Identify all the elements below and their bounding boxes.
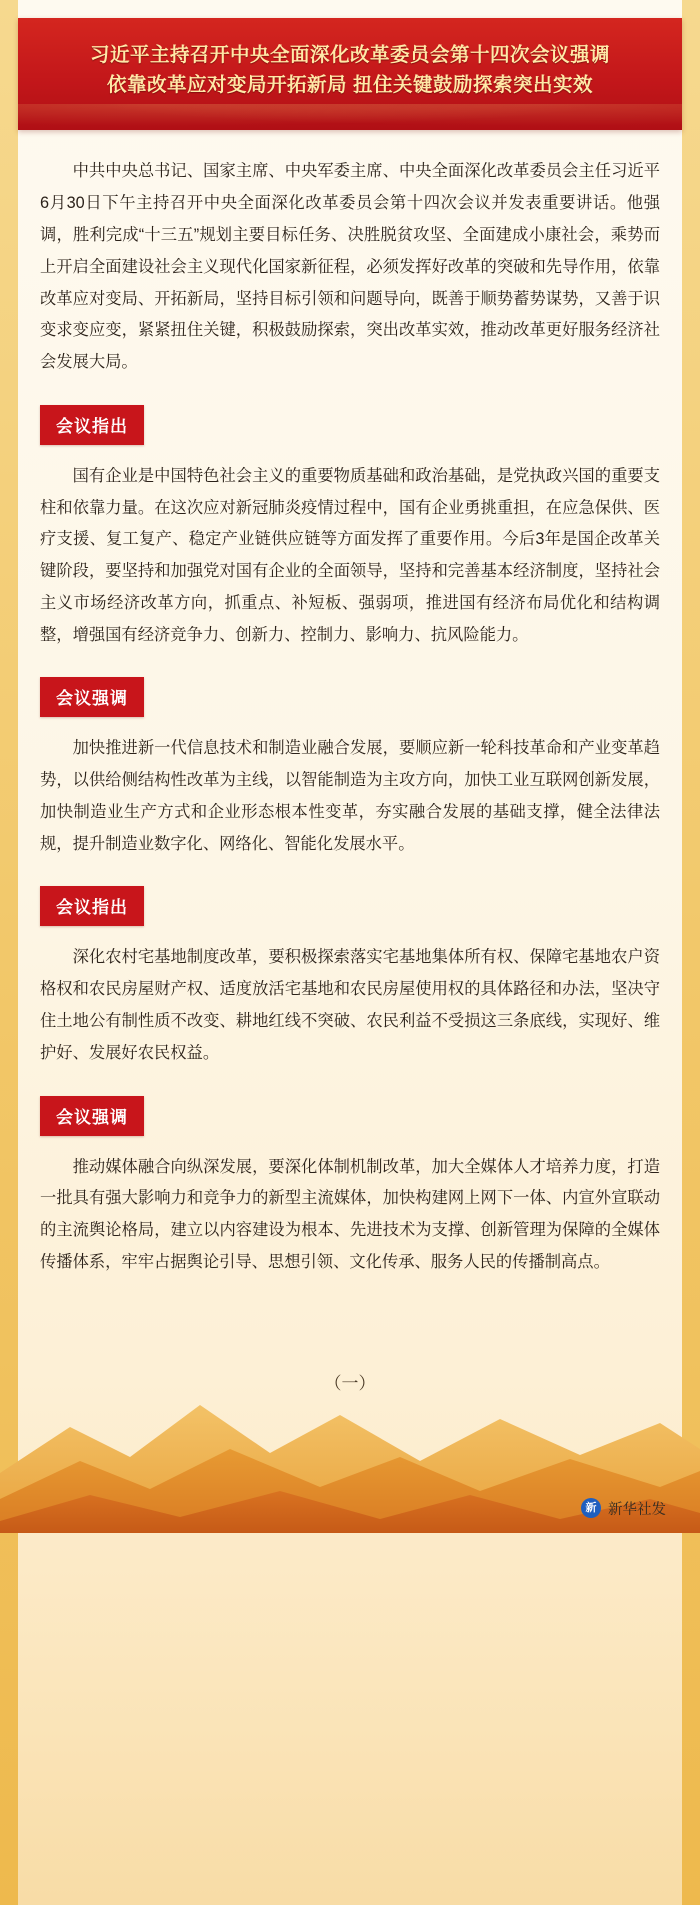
- section-2-body: 加快推进新一代信息技术和制造业融合发展，要顺应新一轮科技革命和产业变革趋势，以供给侧结构性改革为主线，以智能制造为主攻方向，加快工业互联网创新发展，加快制造业生产方式和企业形态根本性变革，夯实融合发展的基础支撑，健全法律法规，提升制造业数字化、网络化、智能化发展水平。: [40, 739, 660, 853]
- section-1-tag-bar: [40, 405, 660, 445]
- section-1-tag: 会议指出: [40, 405, 144, 445]
- section-1: [40, 405, 660, 652]
- section-2: [40, 677, 660, 860]
- footer: [18, 1323, 682, 1533]
- section-3: [40, 886, 660, 1069]
- section-4: [40, 1096, 660, 1279]
- credit: [581, 1498, 666, 1519]
- section-4-tag-bar: [40, 1096, 660, 1136]
- xinhua-logo-icon: 新: [581, 1498, 601, 1518]
- page-number: （一）: [324, 1373, 376, 1393]
- section-3-body: 深化农村宅基地制度改革，要积极探索落实宅基地集体所有权、保障宅基地农户资格权和农民房屋财产权、适度放活宅基地和农民房屋使用权的具体路径和办法，坚决守住土地公有制性质不改变、耕地红线不突破、农民利益不受损这三条底线，实现好、维护好、发展好农民权益。: [40, 948, 660, 1062]
- section-2-tag-bar: [40, 677, 660, 717]
- section-4-tag: 会议强调: [40, 1096, 144, 1136]
- section-3-tag-bar: [40, 886, 660, 926]
- section-1-body: 国有企业是中国特色社会主义的重要物质基础和政治基础，是党执政兴国的重要支柱和依靠力量。在这次应对新冠肺炎疫情过程中，国有企业勇挑重担，在应急保供、医疗支援、复工复产、稳定产业链供应链等方面发挥了重要作用。今后3年是国企改革关键阶段，要坚持和加强党对国有企业的全面领导，坚持和完善基本经济制度，坚持社会主义市场经济改革方向，抓重点、补短板、强弱项，推进国有经济布局优化和结构调整，增强国有经济竞争力、创新力、控制力、影响力、抗风险能力。: [40, 466, 660, 644]
- section-2-tag: 会议强调: [40, 677, 144, 717]
- section-3-tag: 会议指出: [40, 886, 144, 926]
- headline-line-2: 依靠改革应对变局开拓新局 扭住关键鼓励探索突出实效: [107, 74, 593, 97]
- lead-paragraph: 中共中央总书记、国家主席、中央军委主席、中央全面深化改革委员会主任习近平6月30日下午主持召开中央全面深化改革委员会第十四次会议并发表重要讲话。他强调，胜利完成“十三五”规划主要目标任务、决胜脱贫攻坚、全面建成小康社会，乘势而上开启全面建设社会主义现代化国家新征程，必须发挥好改革的突破和先导作用，依靠改革应对变局、开拓新局，坚持目标引领和问题导向，既善于顺势蓄势谋势，又善于识变求变应变，紧紧扭住关键，积极鼓励探索，突出改革实效，推动改革更好服务经济社会发展大局。: [40, 162, 660, 372]
- credit-text: 新华社发: [608, 1501, 666, 1518]
- headline-line-1: 习近平主持召开中央全面深化改革委员会第十四次会议强调: [89, 44, 610, 66]
- headline-banner: [18, 18, 682, 130]
- section-4-body: 推动媒体融合向纵深发展，要深化体制机制改革，加大全媒体人才培养力度，打造一批具有强大影响力和竞争力的新型主流媒体，加快构建网上网下一体、内宣外宣联动的主流舆论格局，建立以内容建设为根本、先进技术为支撑、创新管理为保障的全媒体传播体系，牢牢占据舆论引导、思想引领、文化传承、服务人民的传播制高点。: [40, 1157, 660, 1271]
